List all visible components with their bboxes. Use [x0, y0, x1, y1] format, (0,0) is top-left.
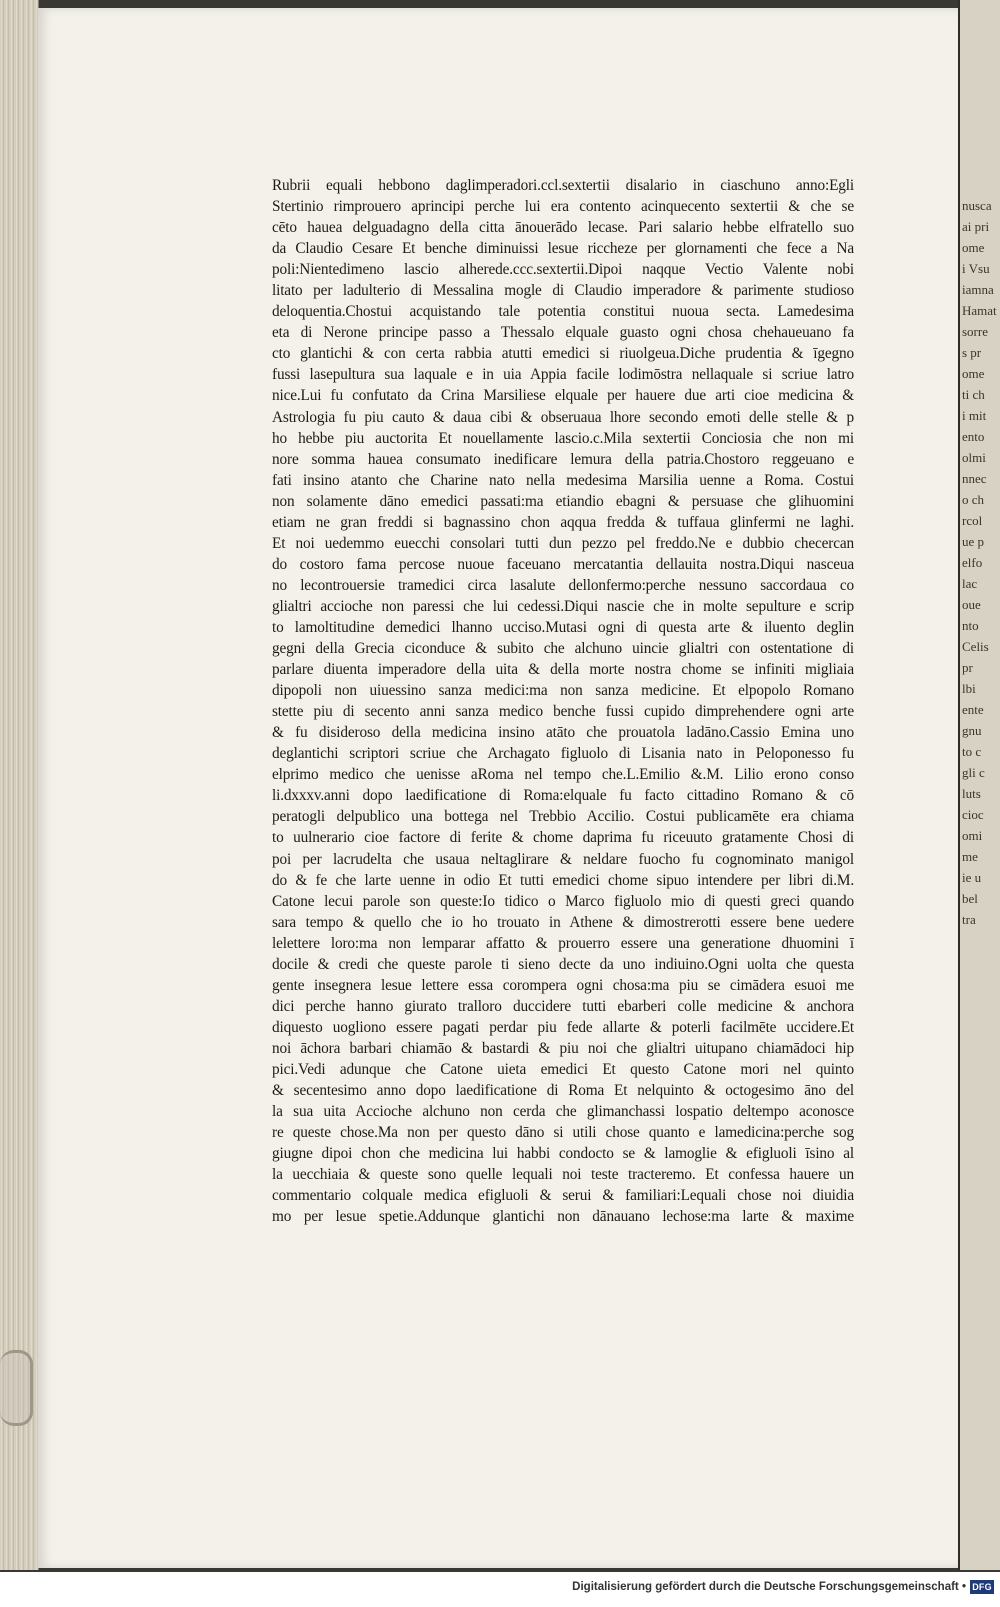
adjacent-page-fragment: olmi: [962, 450, 986, 465]
text-line: peratogli delpublico una bottega nel Trebbio Accilio. Costui publicamēte era chiama: [272, 808, 854, 826]
text-line: re queste chose.Ma non per questo dāno si utili chose quanto e lamedicina:perche sog: [272, 1124, 854, 1142]
text-line: parlare diuenta imperadore della uita & della morte nostra chome se infiniti migliaia: [272, 661, 854, 679]
adjacent-page-fragment: ome: [962, 366, 985, 381]
text-line: & secentesimo anno dopo laedificatione di Roma Et nelquinto & octogesimo āno del: [272, 1082, 854, 1100]
text-line: fati insino atanto che Charine nato nella medesima Marsilia uenne a Roma. Costui: [272, 471, 854, 489]
adjacent-page-fragment: ai pri: [962, 219, 990, 234]
text-line: la uecchiaia & queste sono quelle lequali noi teste tracteremo. Et confessa hauere un: [272, 1166, 854, 1184]
adjacent-page-fragment: rcol: [962, 513, 983, 528]
text-line: docile & credi che queste parole ti sieno decte da uno indiuino.Ogni uolta che questa: [272, 955, 854, 973]
adjacent-page-fragment: sorre: [962, 324, 988, 339]
adjacent-page-fragment: oue: [962, 597, 981, 612]
text-line: no lecontrouersie tramedici circa lasalute dellonfermo:perche nessuno saccordaua co: [272, 576, 854, 594]
text-line: to uulnerario cioe factore di ferite & chome daprima fu riceuuto gratamente Chosi di: [272, 829, 854, 847]
text-line: lelettere loro:ma non lemparar affatto & prouerro essere una generatione dhuomini ī: [272, 934, 854, 952]
text-line: commentario colquale medica efigluoli & serui & familiari:Lequali chose noi diuidia: [272, 1187, 854, 1205]
adjacent-page-fragment: elfo: [962, 555, 983, 570]
text-line: sara tempo & quello che io ho trouato in Athene & dimostrerotti essere bene uedere: [272, 913, 854, 931]
adjacent-page-fragment: nto: [962, 618, 979, 633]
text-line: Et noi uedemmo euecchi consolari tutti dun pezzo pel freddo.Ne e dubbio checercan: [272, 534, 854, 552]
text-line: diquesto uogliono essere pagati perdar piu fede allarte & poterli facilmēte uccidere.Et: [272, 1018, 854, 1036]
adjacent-page-fragment: cioc: [962, 807, 984, 822]
adjacent-page-fragment: s pr: [962, 345, 982, 360]
adjacent-page-fragment: o ch: [962, 492, 985, 507]
adjacent-page-fragment: ente: [962, 702, 984, 717]
text-line: non solamente dāno emedici passati:ma etiandio ebagni & persuase che glihuomini: [272, 492, 854, 510]
book-page-edges: [0, 0, 39, 1570]
text-line: mo per lesue spetie.Addunque glantichi non dānauano lechose:ma larte & maxime: [272, 1208, 854, 1226]
adjacent-page-fragment: bel: [962, 891, 978, 906]
text-line: litato per ladulterio di Messalina mogle di Claudio imperadore & parimente studioso: [272, 282, 854, 300]
text-line: elprimo medico che uenisse aRoma nel tempo che.L.Emilio &.M. Lilio erono conso: [272, 766, 854, 784]
text-line: stette piu di secento anni sanza medico benche fussi cupido dimprehendere ogni arte: [272, 703, 854, 721]
adjacent-page-fragment: omi: [962, 828, 983, 843]
adjacent-page-fragment: luts: [962, 786, 981, 801]
text-line: la sua uita Accioche alchuno non cerda che glimanchassi lospatio deltempo aconosce: [272, 1103, 854, 1121]
text-line: cēto hauea delguadagno della citta ānouerādo lecase. Pari salario hebbe elfratello suo: [272, 219, 854, 237]
text-line: nice.Lui fu confutato da Crina Marsiliese elquale per hauere due arti cioe medicina &: [272, 387, 854, 405]
adjacent-page-fragment: i mit: [962, 408, 987, 423]
text-line: glialtri accioche non paressi che lui cedessi.Diqui nascie che in molte sepulture e scrip: [272, 597, 854, 615]
text-line: dipopoli non uiuessino sanza medici:ma non sanza medicine. Et elpopolo Romano: [272, 682, 854, 700]
text-line: etiam ne gran freddi si bagnassino chon aqqua fredda & tuffaua glinfermi ne laghi.: [272, 513, 854, 531]
text-line: nore somma hauea consumato inedificare lemura della patria.Chostoro reggeuano e: [272, 450, 854, 468]
adjacent-page-fragment: gnu: [962, 723, 982, 738]
adjacent-page-fragment: to c: [962, 744, 982, 759]
text-line: poli:Nientedimeno lascio alherede.ccc.sextertii.Dipoi naqque Vectio Valente nobi: [272, 261, 854, 279]
adjacent-page-fragment: iamna: [962, 282, 994, 297]
footer-bar: [0, 1572, 1000, 1607]
adjacent-page-fragment: tra: [962, 912, 976, 927]
footer-credit: Digitalisierung gefördert durch die Deutsche Forschungsgemeinschaft •: [572, 1581, 966, 1593]
adjacent-page-fragment: lac: [962, 576, 978, 591]
text-line: poi per lacrudelta che usaua neltaglirare & neldare fuocho fu cognominato manigol: [272, 850, 854, 868]
text-line: & fu disideroso della medicina insino atāto che prouatola ladāno.Cassio Emina uno: [272, 724, 854, 742]
text-line: cto glantichi & con certa rabbia atutti emedici si riuolgeua.Diche prudentia & īgegno: [272, 345, 854, 363]
adjacent-page-fragment: ento: [962, 429, 985, 444]
text-line: Catone lecui parole son queste:Io tidico o Marco figluolo mio di questi greci quando: [272, 892, 854, 910]
text-line: gente insegnera lesue lettere essa corompera ogni chosa:ma piu se cimādera esuoi me: [272, 976, 854, 994]
adjacent-page-fragment: nnec: [962, 471, 987, 486]
text-line: do & fe che larte uenne in odio Et tutti emedici chome sipuo intendere per libri di.M.: [272, 871, 854, 889]
adjacent-page-text: [962, 195, 998, 930]
text-line: ho hebbe piu auctorita Et nouellamente lascio.c.Mila sextertii Conciosia che non mi: [272, 429, 854, 447]
text-line: do costoro fama percose nuoue faceuano mercatantia dellauita nostra.Diqui nasceua: [272, 555, 854, 573]
text-line: Rubrii equali hebbono daglimperadori.ccl.sextertii disalario in ciaschuno anno:Egli: [272, 177, 854, 194]
adjacent-page-fragment: ue p: [962, 534, 985, 549]
dfg-logo: DFG: [970, 1580, 994, 1594]
text-line: pici.Vedi adunque che Catone uieta emedici Et questo Catone mori nel quinto: [272, 1060, 854, 1078]
text-line: Stertinio rimprouero aprincipi perche lui era contento acinquecento sextertii & che se: [272, 198, 854, 216]
adjacent-page-fragment: ome: [962, 240, 985, 255]
adjacent-page-fragment: pr: [962, 660, 973, 675]
text-line: giugne dipoi chon che medicina lui habbi condocto se & lamoglie & efigluoli īsino al: [272, 1145, 854, 1163]
text-line: gegni della Grecia ciconduce & subito che alchuno uincie glialtri con ostentatione di: [272, 640, 854, 658]
adjacent-page-fragment: me: [962, 849, 978, 864]
adjacent-page-fragment: gli c: [962, 765, 985, 780]
adjacent-page-fragment: Hamat: [962, 303, 997, 318]
adjacent-page-fragment: nusca: [962, 198, 992, 213]
page-clip: [0, 1350, 33, 1426]
adjacent-page-fragment: ie u: [962, 870, 982, 885]
adjacent-page-fragment: i Vsu: [962, 261, 990, 276]
text-line: li.dxxxv.anni dopo laedificatione di Roma:elquale fu facto cittadino Romano & cō: [272, 787, 854, 805]
text-line: dici perche hanno giurato trallоro duccidere tutti ebarberi colle medicine & anchora: [272, 997, 854, 1015]
text-line: fussi lasepultura sua laquale e in uia Appia facile lodimōstra nellaquale si scriue latro: [272, 366, 854, 384]
adjacent-page-fragment: Celis: [962, 639, 989, 654]
text-line: noi āchora barbari chiamāo & bastardi & piu noi che glialtri uitupano chiamādoci hip: [272, 1039, 854, 1057]
adjacent-page-fragment: ti ch: [962, 387, 985, 402]
page-text-block: [272, 175, 854, 1227]
text-line: Astrologia fu piu cauto & daua cibi & obseruaua lhore secondo emoti delle stelle & p: [272, 408, 854, 426]
text-line: da Claudio Cesare Et benche diminuissi lesue ricchezе per glornamenti che fece a Na: [272, 240, 854, 258]
text-line: deglantichi scriptori scriue che Archagato figluolo di Lisania nato in Peloponesso fu: [272, 745, 854, 763]
text-line: deloquentia.Chostui acquistando tale potentia constitui nuoua secta. Lamedesima: [272, 303, 854, 321]
adjacent-page-fragment: lbi: [962, 681, 976, 696]
text-line: to lamoltitudine demedici lhanno ucciso.Mutasi ogni di questa arte & iluento deglin: [272, 618, 854, 636]
text-line: eta di Nerone principe passo a Thessalo elquale guasto ogni chosa chehaueuano fa: [272, 324, 854, 342]
